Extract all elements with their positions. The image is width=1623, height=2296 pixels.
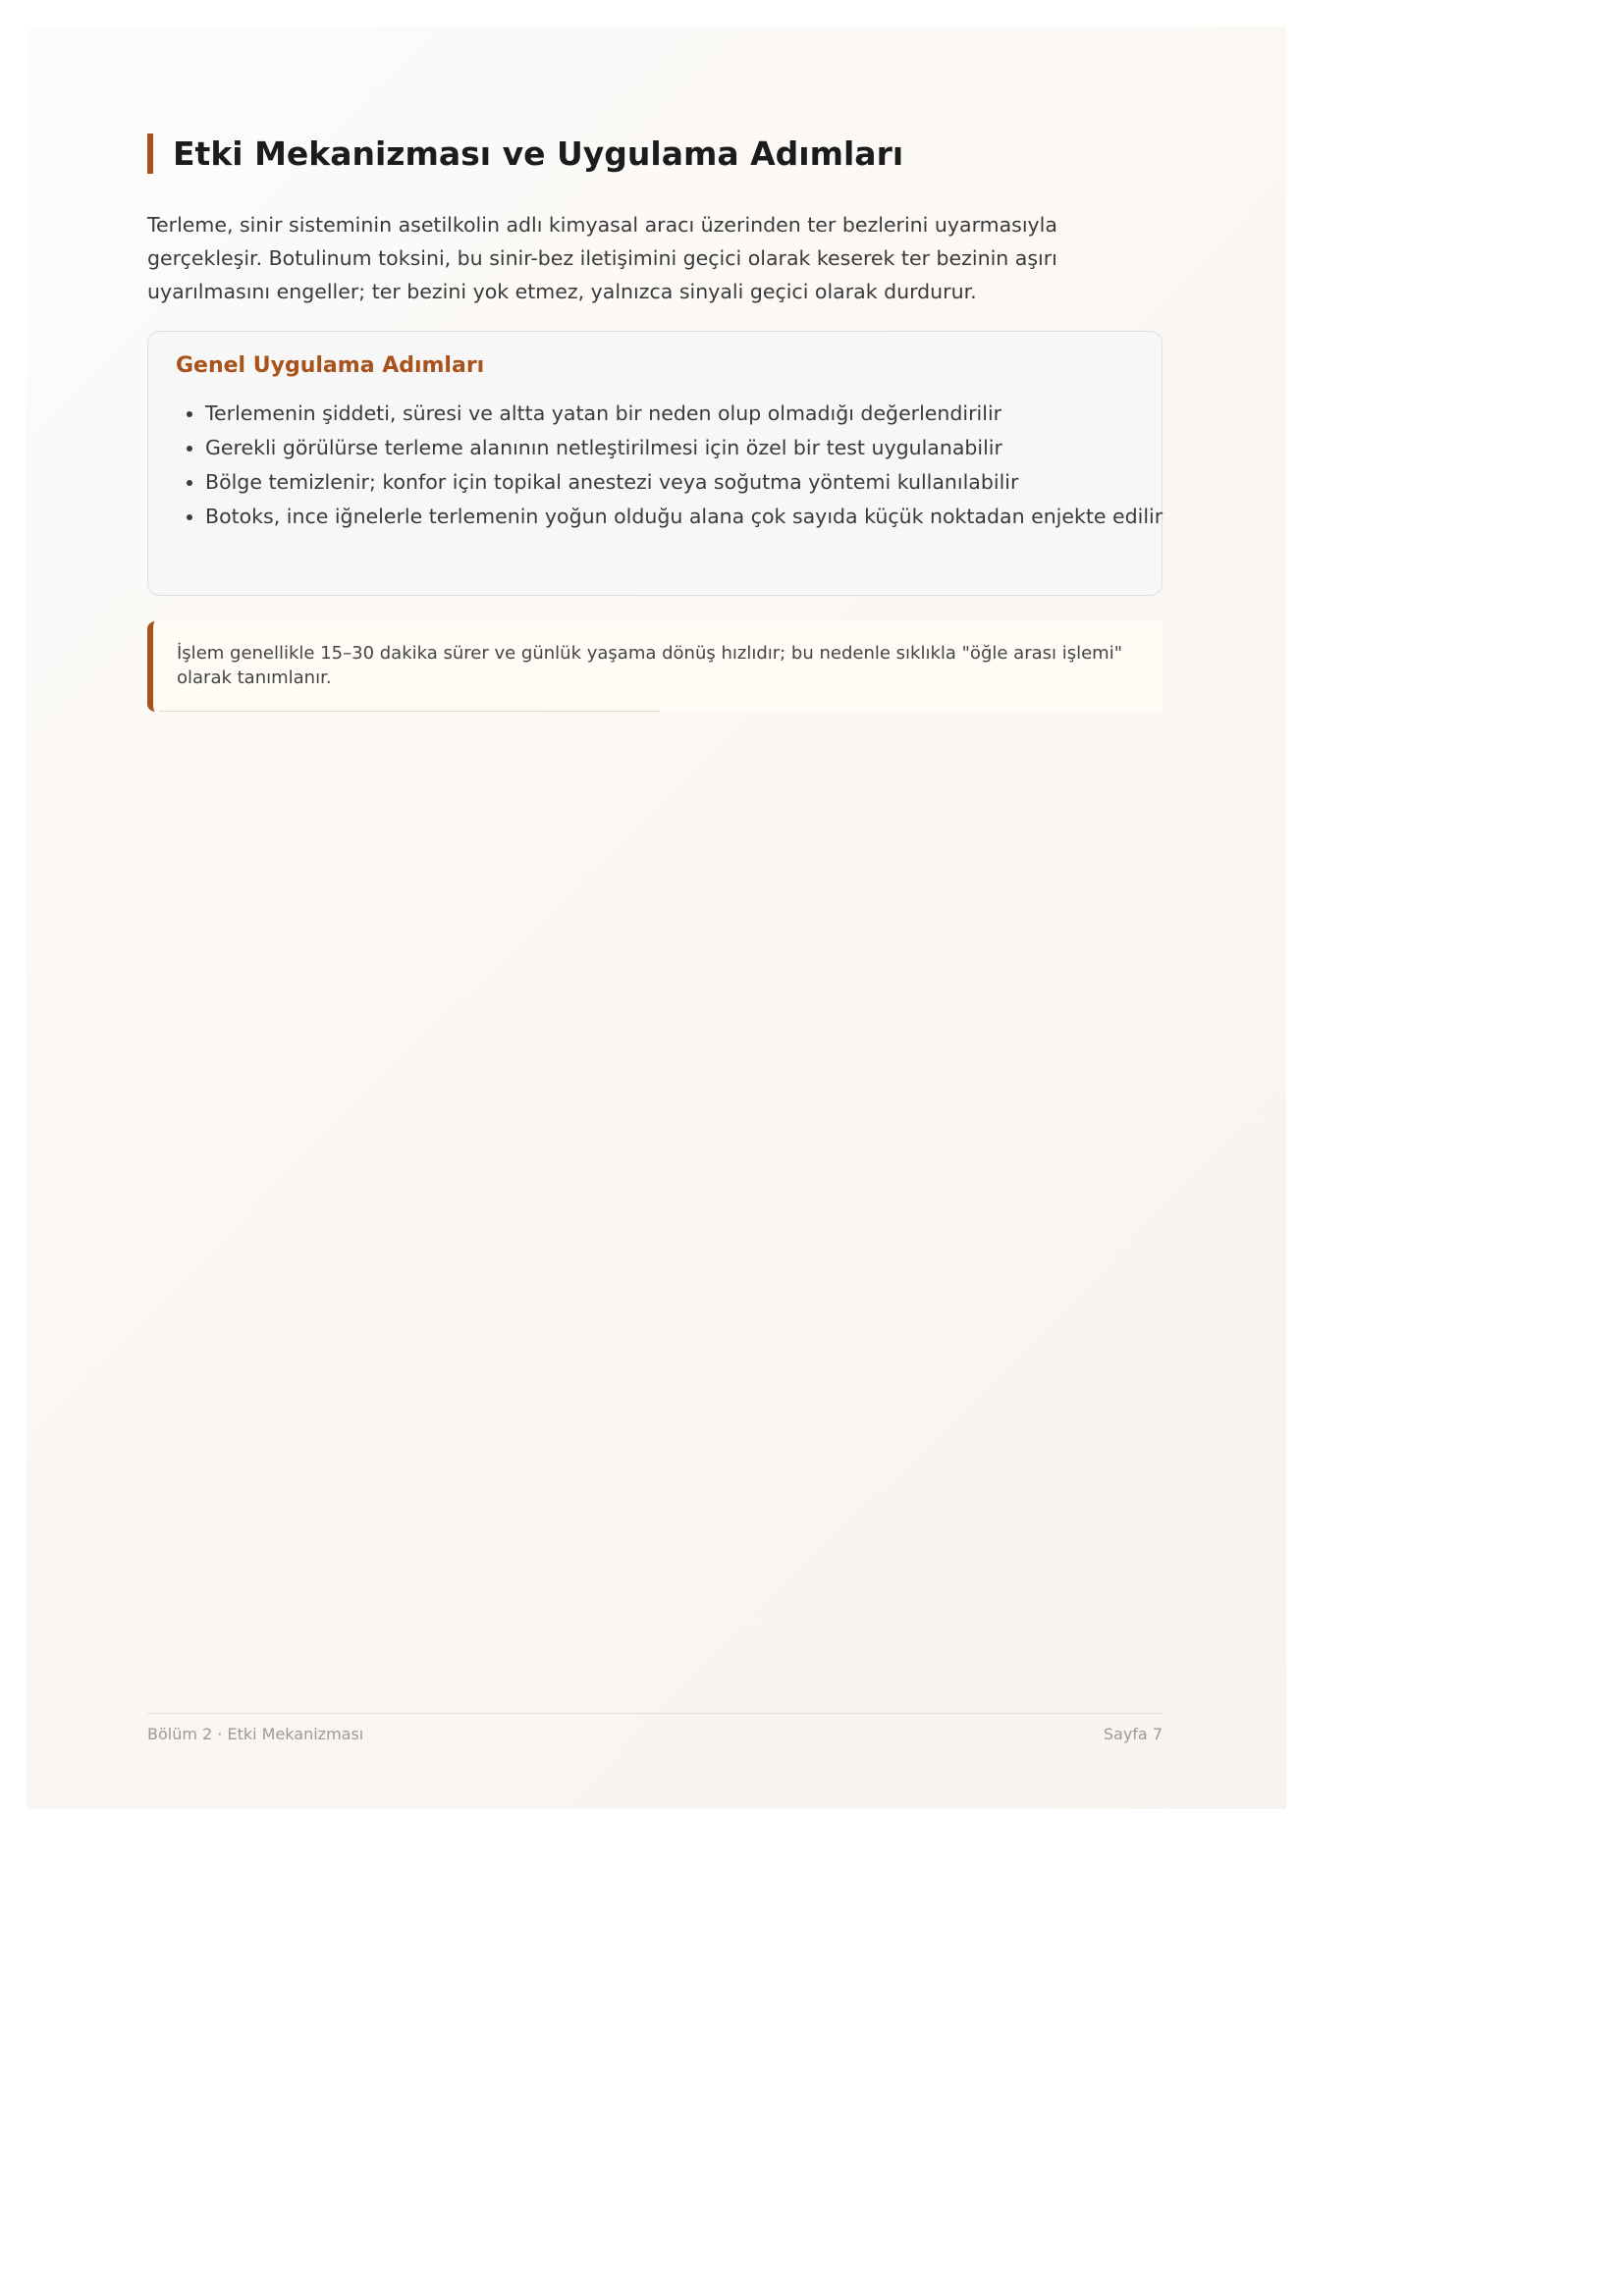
footer-divider [147, 1713, 1163, 1714]
footer-page-number: Sayfa 7 [1103, 1725, 1163, 1743]
page-title: Etki Mekanizması ve Uygulama Adımları [173, 134, 904, 173]
steps-list-item: • Gerekli görülürse terleme alanının netleştirilmesi için özel bir test uygulanabilir [205, 431, 1167, 465]
steps-list-item: • Terlemenin şiddeti, süresi ve altta yatan bir neden olup olmadığı değerlendirilir [205, 397, 1167, 431]
intro-paragraph: Terleme, sinir sisteminin asetilkolin adlı kimyasal aracı üzerinden ter bezlerini uyarmasıyla gerçekleşir. Botulinum toksini, bu sinir-bez iletişimini geçici olarak keserek ter bezinin aşırı uyarılmasını engeller; ter bezini yok etmez, yalnızca sinyali geçici olarak durdurur. [147, 213, 1057, 303]
section-heading [147, 133, 903, 174]
footer-section-label: Bölüm 2 · Etki Mekanizması [147, 1725, 364, 1743]
steps-box [147, 331, 1163, 596]
info-note [147, 621, 1163, 712]
note-divider [159, 711, 660, 712]
document-page [27, 27, 1286, 1809]
steps-list [176, 397, 1167, 534]
heading-accent-bar [147, 133, 153, 174]
info-note-text: İşlem genellikle 15–30 dakika sürer ve günlük yaşama dönüş hızlıdır; bu nedenle sıklıkla "öğle arası işlemi" olarak tanımlanır. [177, 643, 1122, 688]
steps-list-item: • Bölge temizlenir; konfor için topikal anestezi veya soğutma yöntemi kullanılabilir [205, 465, 1167, 500]
steps-box-title: Genel Uygulama Adımları [176, 353, 485, 378]
steps-list-item: • Botoks, ince iğnelerle terlemenin yoğun olduğu alana çok sayıda küçük noktadan enjekte edilir [205, 500, 1167, 534]
